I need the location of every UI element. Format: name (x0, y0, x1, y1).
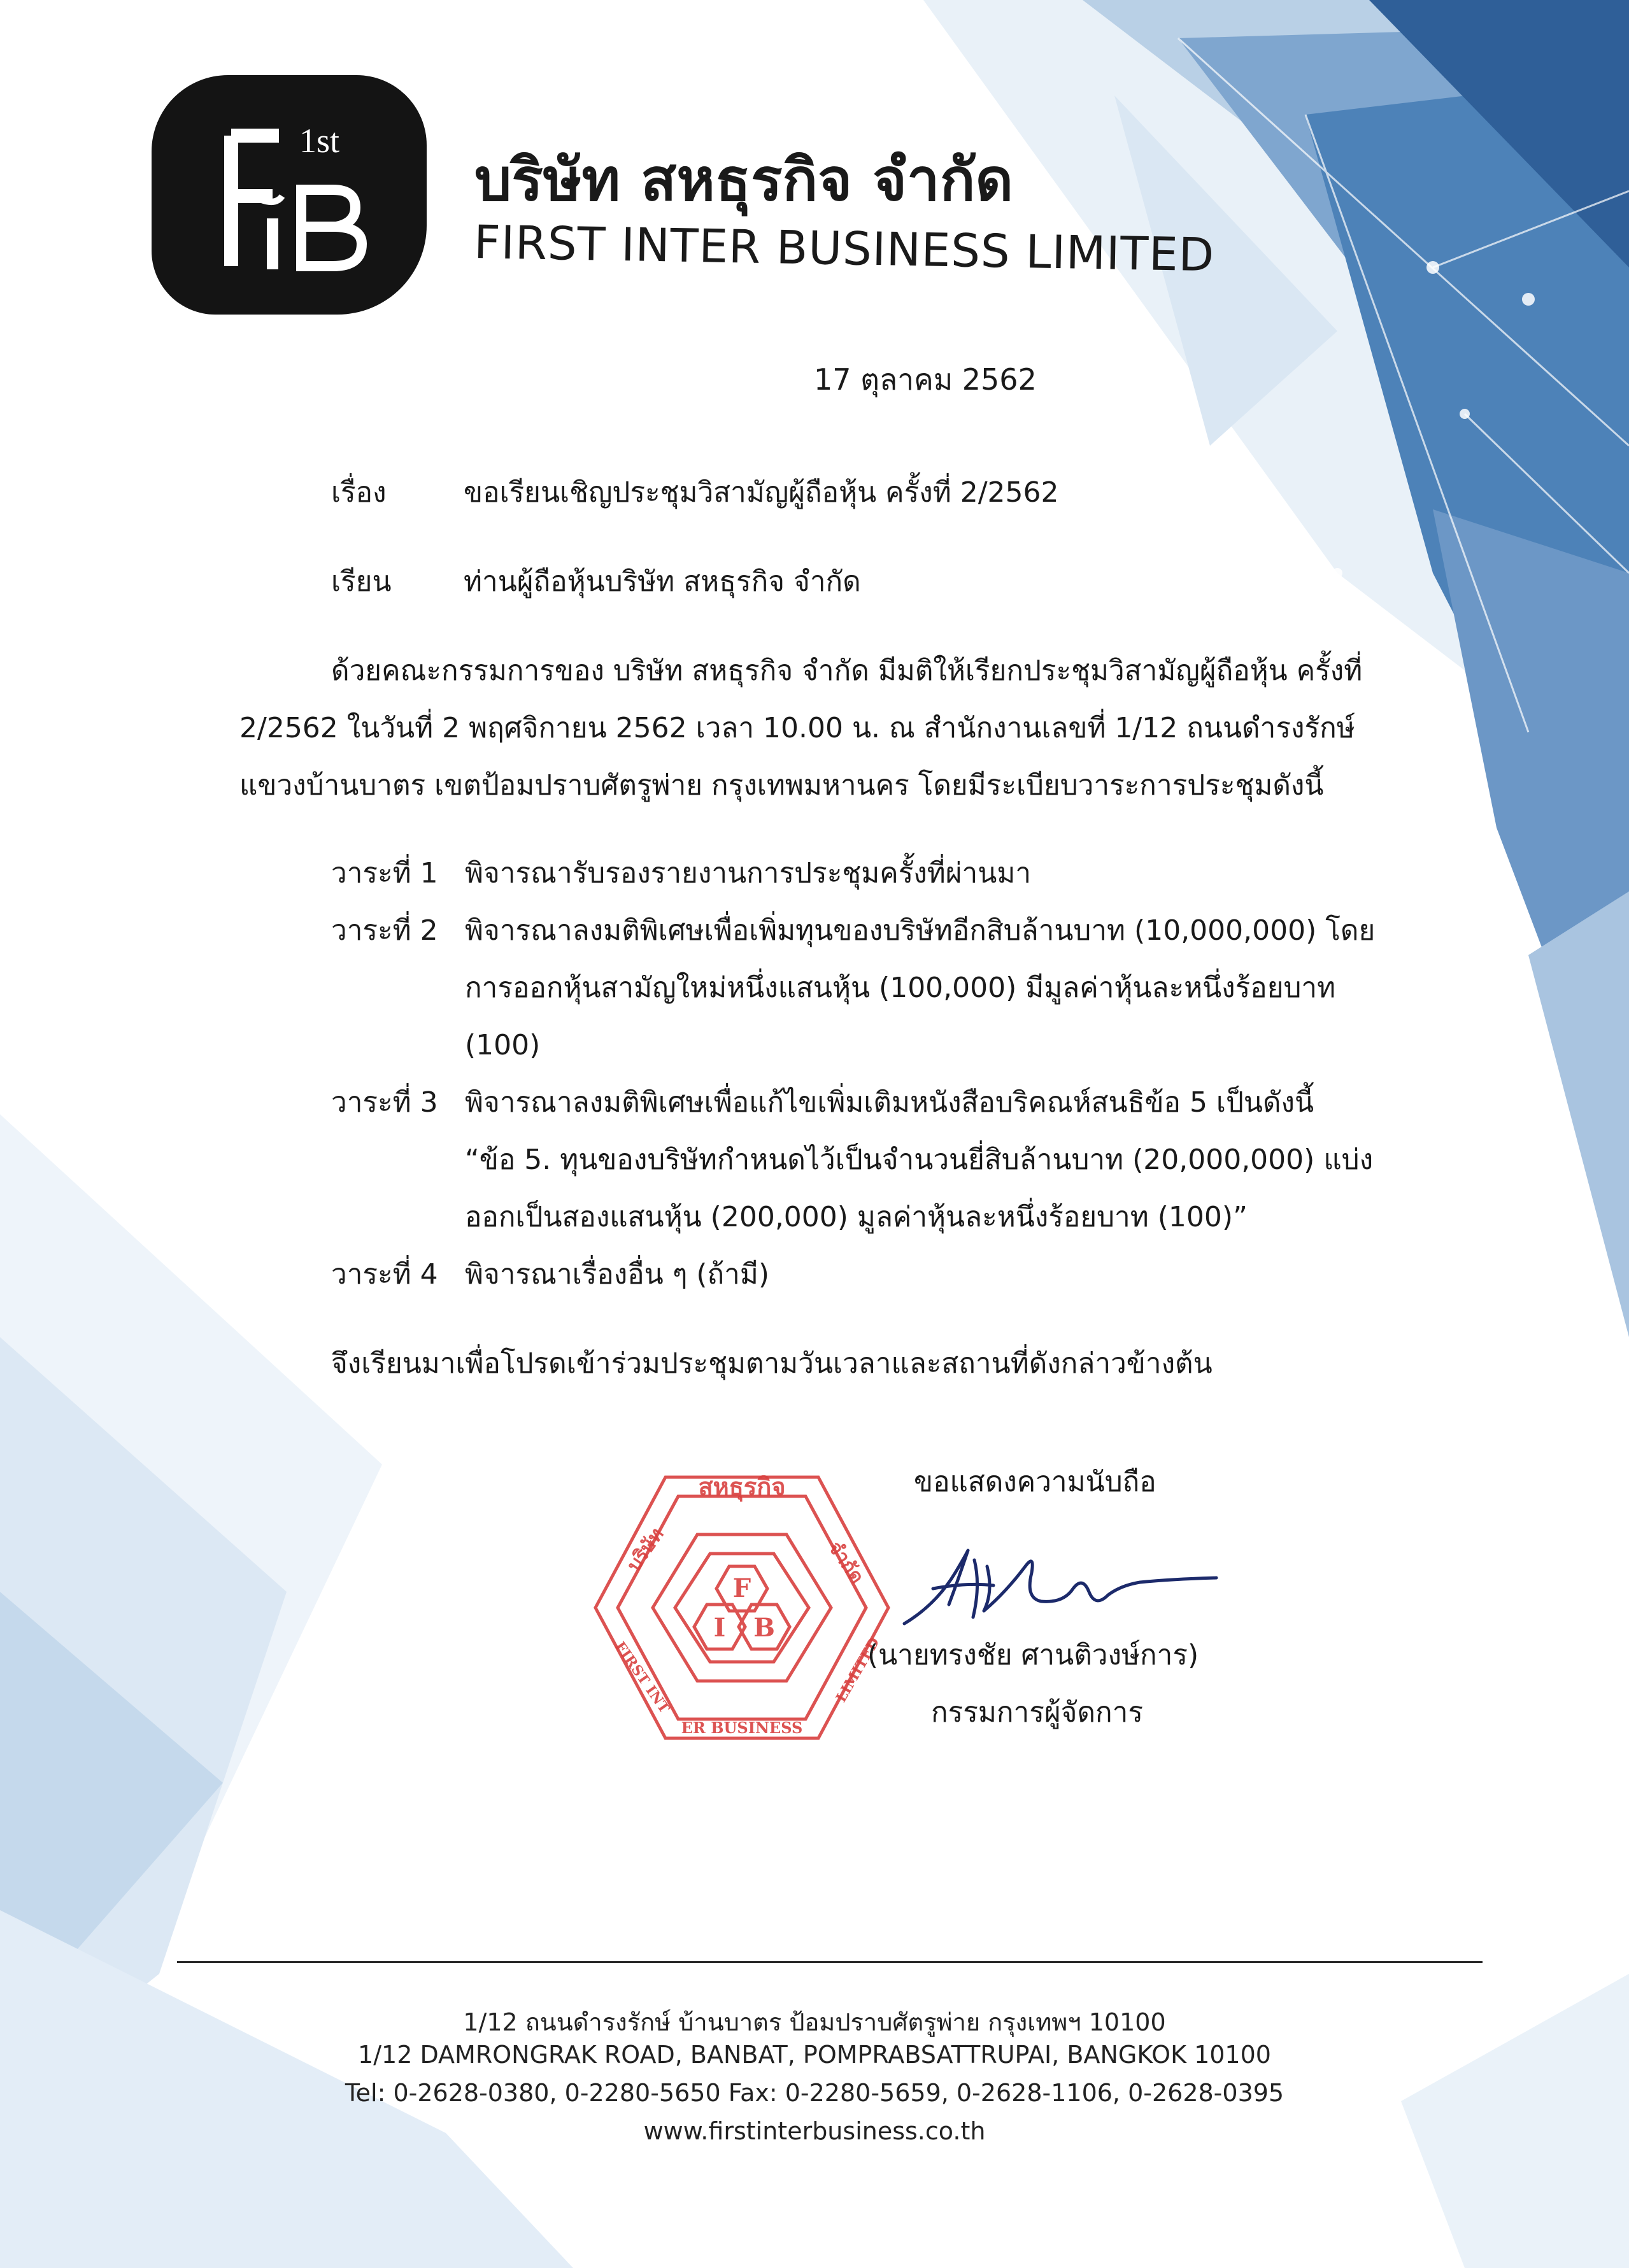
signer-title: กรรมการผู้จัดการ (931, 1696, 1144, 1729)
agenda-text: พิจารณาลงมติพิเศษเพื่อแก้ไขเพิ่มเติมหนังสือบริคณห์สนธิข้อ 5 เป็นดังนี้ (465, 1086, 1314, 1119)
agenda-text: พิจารณาเรื่องอื่น ๆ (ถ้ามี) (465, 1258, 770, 1291)
stamp-mark-b: B (753, 1613, 775, 1643)
recipient-label: เรียน (331, 565, 392, 598)
stamp-mark-f: F (732, 1573, 751, 1603)
fib-logo-mark (152, 75, 427, 315)
subject-text: ขอเรียนเชิญประชุมวิสามัญผู้ถือหุ้น ครั้งที่ 2/2562 (464, 476, 1059, 509)
body-text: ด้วยคณะกรรมการของ บริษัท สหธุรกิจ จำกัด มีมติให้เรียกประชุมวิสามัญผู้ถือหุ้น ครั้งที่ (331, 655, 1363, 687)
agenda-text: พิจารณารับรองรายงานการประชุมครั้งที่ผ่านมา (465, 857, 1032, 889)
stamp-text-en-bottom: ER BUSINESS (681, 1719, 803, 1737)
company-seal-stamp (592, 1471, 892, 1745)
agenda-text: พิจารณาลงมติพิเศษเพื่อเพิ่มทุนของบริษัทอีกสิบล้านบาท (10,000,000) โดย (465, 914, 1376, 947)
logo-superscript: 1st (299, 122, 340, 160)
footer-address-english: 1/12 DAMRONGRAK ROAD, BANBAT, POMPRABSATTRUPAI, BANGKOK 10100 (358, 2041, 1271, 2069)
agenda-text: (100) (465, 1029, 541, 1061)
footer-contact: Tel: 0-2628-0380, 0-2280-5650 Fax: 0-2280-5659, 0-2628-1106, 0-2628-0395 (345, 2079, 1284, 2107)
body-line (331, 657, 1376, 685)
footer-website[interactable]: www.firstinterbusiness.co.th (643, 2117, 986, 2145)
stamp-text-top: สหธุรกิจ (698, 1472, 786, 1501)
stamp-text-en-left: FIRST INT (611, 1638, 673, 1717)
agenda-text: “ข้อ 5. ทุนของบริษัทกำหนดไว้เป็นจำนวนยี่สิบล้านบาท (20,000,000) แบ่ง (465, 1144, 1374, 1176)
body-line: 2/2562 ในวันที่ 2 พฤศจิกายน 2562 เวลา 10.00 น. ณ สำนักงานเลขที่ 1/12 ถนนดำรงรักษ์ (239, 712, 1355, 744)
company-name-thai: บริษัท สหธุรกิจ จำกัด (474, 146, 1014, 214)
body-line: แขวงบ้านบาตร เขตป้อมปราบศัตรูพ่าย กรุงเทพมหานคร โดยมีระเบียบวาระการประชุมดังนี้ (239, 769, 1324, 802)
company-name-english: FIRST INTER BUSINESS LIMITED (473, 215, 1215, 282)
regards-text: ขอแสดงความนับถือ (914, 1466, 1156, 1498)
agenda-label: วาระที่ 2 (331, 914, 438, 947)
stamp-mark-i: I (713, 1613, 726, 1643)
agenda-label: วาระที่ 4 (331, 1258, 438, 1291)
handwritten-signature (898, 1528, 1229, 1636)
stamp-text-right: จำกัด (823, 1537, 869, 1588)
footer-address-thai: 1/12 ถนนดำรงรักษ์ บ้านบาตร ป้อมปราบศัตรูพ่าย กรุงเทพฯ 10100 (463, 2008, 1166, 2036)
signer-name: (นายทรงชัย ศานติวงษ์การ) (867, 1639, 1199, 1671)
closing-text: จึงเรียนมาเพื่อโปรดเข้าร่วมประชุมตามวันเวลาและสถานที่ดังกล่าวข้างต้น (331, 1347, 1213, 1380)
agenda-label: วาระที่ 1 (331, 857, 438, 889)
stamp-text-en-right: LIMITED (832, 1634, 883, 1705)
agenda-text: ออกเป็นสองแสนหุ้น (200,000) มูลค่าหุ้นละหนึ่งร้อยบาท (100)” (465, 1201, 1248, 1233)
recipient-text: ท่านผู้ถือหุ้นบริษัท สหธุรกิจ จำกัด (464, 565, 861, 598)
letter-date: 17 ตุลาคม 2562 (814, 362, 1037, 397)
agenda-text: การออกหุ้นสามัญใหม่หนึ่งแสนหุ้น (100,000) มีมูลค่าหุ้นละหนึ่งร้อยบาท (465, 972, 1336, 1004)
footer-divider (177, 1961, 1483, 1963)
subject-label: เรื่อง (331, 476, 387, 509)
agenda-label: วาระที่ 3 (331, 1086, 438, 1119)
stamp-text-left: บริษัท (622, 1524, 669, 1576)
